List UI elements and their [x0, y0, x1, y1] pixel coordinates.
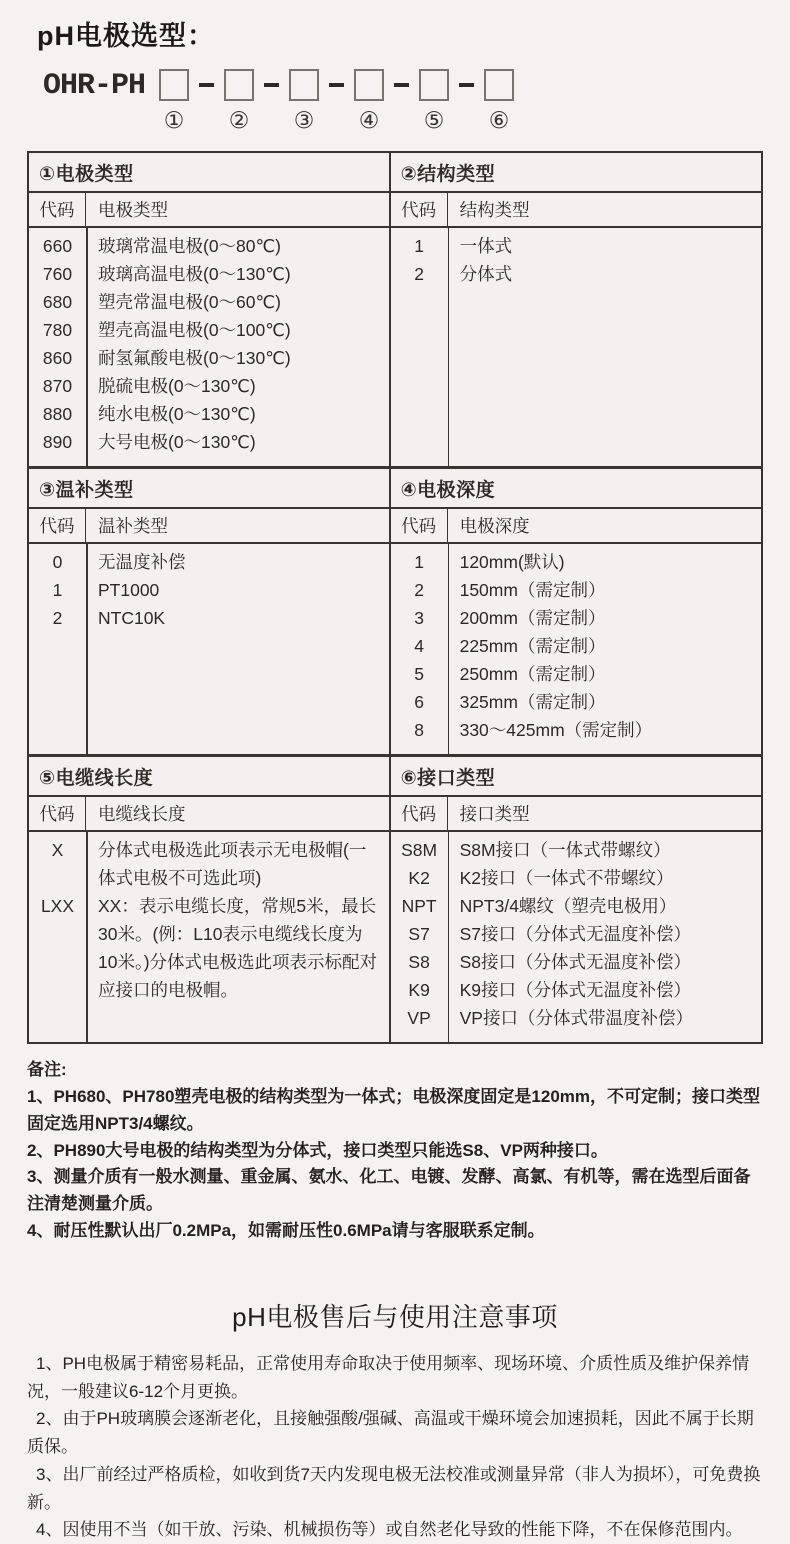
code-cell: 1 — [52, 580, 63, 600]
code-cell: 2 — [52, 608, 63, 628]
code-cell: S8M — [401, 840, 438, 860]
code-position — [354, 69, 384, 133]
table-cable-length — [29, 757, 391, 1042]
column-headers — [29, 193, 389, 228]
section-header: ③温补类型 — [29, 469, 389, 509]
value-cell: XX：表示电缆长度，常规5米，最长30米。(例：L10表示电缆线长度为10米。)分体式电极选此项表示标配对应接口的电极帽。 — [98, 896, 378, 1000]
section-header: ④电极深度 — [391, 469, 761, 509]
note-item: 1、PH电极属于精密易耗品，正常使用寿命取决于使用频率、现场环境、介质性质及维护保养情况，一般建议6-12个月更换。 — [27, 1354, 750, 1401]
code-cell: 6 — [414, 692, 424, 712]
note-item: 3、出厂前经过严格质检，如收到货7天内发现电极无法校准或测量异常（非人为损坏），可免费换新。 — [27, 1464, 761, 1512]
dash-separator — [394, 83, 409, 87]
note-item: 2、由于PH玻璃膜会逐渐老化，且接触强酸/强碱、高温或干燥环境会加速损耗，因此不属于长期质保。 — [27, 1409, 754, 1457]
code-cell: 1 — [414, 552, 424, 572]
code-position — [419, 69, 449, 133]
position-number: ② — [228, 107, 250, 133]
code-cell: NPT — [401, 896, 437, 916]
table-row — [29, 288, 389, 316]
code-cell: VP — [407, 1008, 431, 1028]
column-headers — [391, 797, 761, 832]
code-box — [289, 69, 319, 101]
value-cell: 玻璃常温电极(0～80℃) — [98, 236, 282, 256]
table-block-2 — [29, 466, 761, 754]
value-cell: 200mm（需定制） — [459, 608, 606, 628]
table-row — [29, 576, 389, 604]
value-cell: 250mm（需定制） — [459, 664, 606, 684]
value-cell: 脱硫电极(0～130℃) — [98, 376, 256, 396]
table-row — [391, 716, 761, 744]
code-cell: 870 — [42, 376, 73, 396]
notes-list — [27, 1084, 763, 1245]
table-row — [29, 428, 389, 456]
table-row — [29, 836, 389, 892]
column-headers — [29, 797, 389, 832]
column-headers — [391, 509, 761, 544]
value-cell: 纯水电极(0～130℃) — [98, 404, 256, 424]
code-cell: 1 — [414, 236, 424, 256]
code-cell: 660 — [42, 236, 73, 256]
code-cell: LXX — [40, 896, 75, 916]
position-number: ① — [163, 107, 185, 133]
col-header-name: 电极类型 — [98, 200, 168, 220]
code-cell: 890 — [42, 432, 73, 452]
table-body — [29, 228, 389, 466]
table-electrode-depth — [391, 469, 761, 754]
section-header: ①电极类型 — [29, 153, 389, 193]
col-header-code: 代码 — [29, 193, 86, 226]
code-cell: S8 — [408, 952, 430, 972]
col-header-code: 代码 — [29, 797, 86, 830]
value-cell: K9接口（分体式无温度补偿） — [459, 980, 691, 1000]
col-header-code: 代码 — [391, 193, 448, 226]
dash-separator — [459, 83, 474, 87]
table-row — [391, 892, 761, 920]
value-cell: 无温度补偿 — [98, 552, 186, 572]
code-cell: 860 — [42, 348, 73, 368]
value-cell: 分体式电极选此项表示无电极帽(一体式电极不可选此项) — [98, 840, 367, 888]
value-cell: 150mm（需定制） — [459, 580, 606, 600]
position-number: ⑥ — [488, 107, 510, 133]
section-header: ②结构类型 — [391, 153, 761, 193]
table-row — [391, 1004, 761, 1032]
code-cell: 4 — [414, 636, 424, 656]
table-row — [391, 604, 761, 632]
note-item: 2、PH890大号电极的结构类型为分体式，接口类型只能选S8、VP两种接口。 — [27, 1140, 608, 1160]
note-item: 4、因使用不当（如干放、污染、机械损伤等）或自然老化导致的性能下降，不在保修范围内。 — [36, 1520, 743, 1540]
value-cell: VP接口（分体式带温度补偿） — [459, 1008, 693, 1028]
table-row — [391, 632, 761, 660]
aftersales-list — [27, 1350, 763, 1544]
table-row — [391, 660, 761, 688]
code-cell: 5 — [414, 664, 424, 684]
section-header: ⑥接口类型 — [391, 757, 761, 797]
code-box — [484, 69, 514, 101]
code-box — [224, 69, 254, 101]
table-row — [29, 400, 389, 428]
page-title: pH电极选型： — [37, 21, 215, 51]
table-row — [391, 920, 761, 948]
table-block-3 — [29, 754, 761, 1042]
code-position — [224, 69, 254, 133]
code-cell: 2 — [414, 264, 424, 284]
position-number: ④ — [358, 107, 380, 133]
table-block-1 — [29, 153, 761, 466]
code-cell: S7 — [408, 924, 430, 944]
table-row — [391, 260, 761, 288]
model-code-diagram — [43, 69, 763, 133]
table-row — [29, 344, 389, 372]
position-number: ⑤ — [423, 107, 445, 133]
code-box — [354, 69, 384, 101]
table-row — [391, 548, 761, 576]
section-header: ⑤电缆线长度 — [29, 757, 389, 797]
code-box — [419, 69, 449, 101]
dash-separator — [264, 83, 279, 87]
code-cell: 8 — [414, 720, 424, 740]
table-interface-type — [391, 757, 761, 1042]
model-code-boxes — [159, 69, 514, 133]
table-row — [29, 548, 389, 576]
table-row — [29, 260, 389, 288]
code-cell: 880 — [42, 404, 73, 424]
table-row — [29, 604, 389, 632]
value-cell: PT1000 — [98, 580, 160, 600]
note-item: 1、PH680、PH780塑壳电极的结构类型为一体式；电极深度固定是120mm，不可定制；接口类型固定选用NPT3/4螺纹。 — [27, 1086, 761, 1133]
value-cell: 一体式 — [459, 236, 513, 256]
value-cell: 225mm（需定制） — [459, 636, 606, 656]
table-body — [29, 544, 389, 754]
col-header-name: 电极深度 — [459, 516, 530, 536]
model-code-prefix: OHR-PH — [43, 69, 146, 103]
value-cell: 塑壳常温电极(0～60℃) — [98, 292, 282, 312]
table-body — [391, 228, 761, 466]
value-cell: 塑壳高温电极(0～100℃) — [98, 320, 291, 340]
value-cell: NPT3/4螺纹（塑壳电极用） — [459, 896, 677, 916]
table-row — [29, 372, 389, 400]
table-row — [391, 976, 761, 1004]
table-temp-compensation — [29, 469, 391, 754]
dash-separator — [199, 83, 214, 87]
code-cell: 0 — [52, 552, 63, 572]
value-cell: 大号电极(0～130℃) — [98, 432, 256, 452]
aftersales-section — [27, 1297, 763, 1544]
value-cell: S8接口（分体式无温度补偿） — [459, 952, 691, 972]
col-header-code: 代码 — [391, 797, 448, 830]
table-row — [29, 892, 389, 1004]
value-cell: 耐氢氟酸电极(0～130℃) — [98, 348, 291, 368]
dash-separator — [329, 83, 344, 87]
table-row — [29, 232, 389, 260]
code-cell: K9 — [408, 980, 430, 1000]
notes-section — [27, 1057, 763, 1245]
table-row — [391, 948, 761, 976]
aftersales-title: pH电极售后与使用注意事项 — [232, 1302, 558, 1333]
code-cell: 3 — [414, 608, 424, 628]
value-cell: 玻璃高温电极(0～130℃) — [98, 264, 291, 284]
value-cell: S7接口（分体式无温度补偿） — [459, 924, 691, 944]
table-electrode-type — [29, 153, 391, 466]
code-position — [484, 69, 514, 133]
position-number: ③ — [293, 107, 315, 133]
code-box — [159, 69, 189, 101]
column-headers — [391, 193, 761, 228]
code-cell: K2 — [408, 868, 430, 888]
col-header-name: 结构类型 — [459, 200, 530, 220]
code-cell: 780 — [42, 320, 73, 340]
note-item: 4、耐压性默认出厂0.2MPa，如需耐压性0.6MPa请与客服联系定制。 — [27, 1221, 545, 1241]
code-cell: 680 — [42, 292, 73, 312]
value-cell: K2接口（一体式不带螺纹） — [459, 868, 674, 888]
value-cell: NTC10K — [98, 608, 166, 628]
col-header-name: 接口类型 — [459, 804, 530, 824]
col-header-code: 代码 — [391, 509, 448, 542]
value-cell: 330～425mm（需定制） — [459, 720, 653, 740]
table-body — [391, 832, 761, 1042]
code-position — [289, 69, 319, 133]
column-headers — [29, 509, 389, 544]
code-position — [159, 69, 189, 133]
code-cell: X — [51, 840, 64, 860]
table-row — [391, 864, 761, 892]
table-body — [29, 832, 389, 1042]
col-header-name: 电缆线长度 — [98, 804, 186, 824]
value-cell: 分体式 — [459, 264, 513, 284]
table-row — [391, 836, 761, 864]
selection-tables — [27, 151, 763, 1044]
code-cell: 2 — [414, 580, 424, 600]
value-cell: S8M接口（一体式带螺纹） — [459, 840, 671, 860]
col-header-name: 温补类型 — [98, 516, 168, 536]
note-item: 3、测量介质有一般水测量、重金属、氨水、化工、电镀、发酵、高氯、有机等，需在选型后面备注清楚测量介质。 — [27, 1167, 751, 1214]
table-row — [391, 688, 761, 716]
table-row — [29, 316, 389, 344]
col-header-code: 代码 — [29, 509, 86, 542]
table-body — [391, 544, 761, 754]
value-cell: 325mm（需定制） — [459, 692, 606, 712]
table-row — [391, 232, 761, 260]
table-structure-type — [391, 153, 761, 466]
table-row — [391, 576, 761, 604]
code-cell: 760 — [42, 264, 73, 284]
notes-title: 备注: — [27, 1060, 67, 1079]
value-cell: 120mm(默认) — [459, 552, 565, 572]
